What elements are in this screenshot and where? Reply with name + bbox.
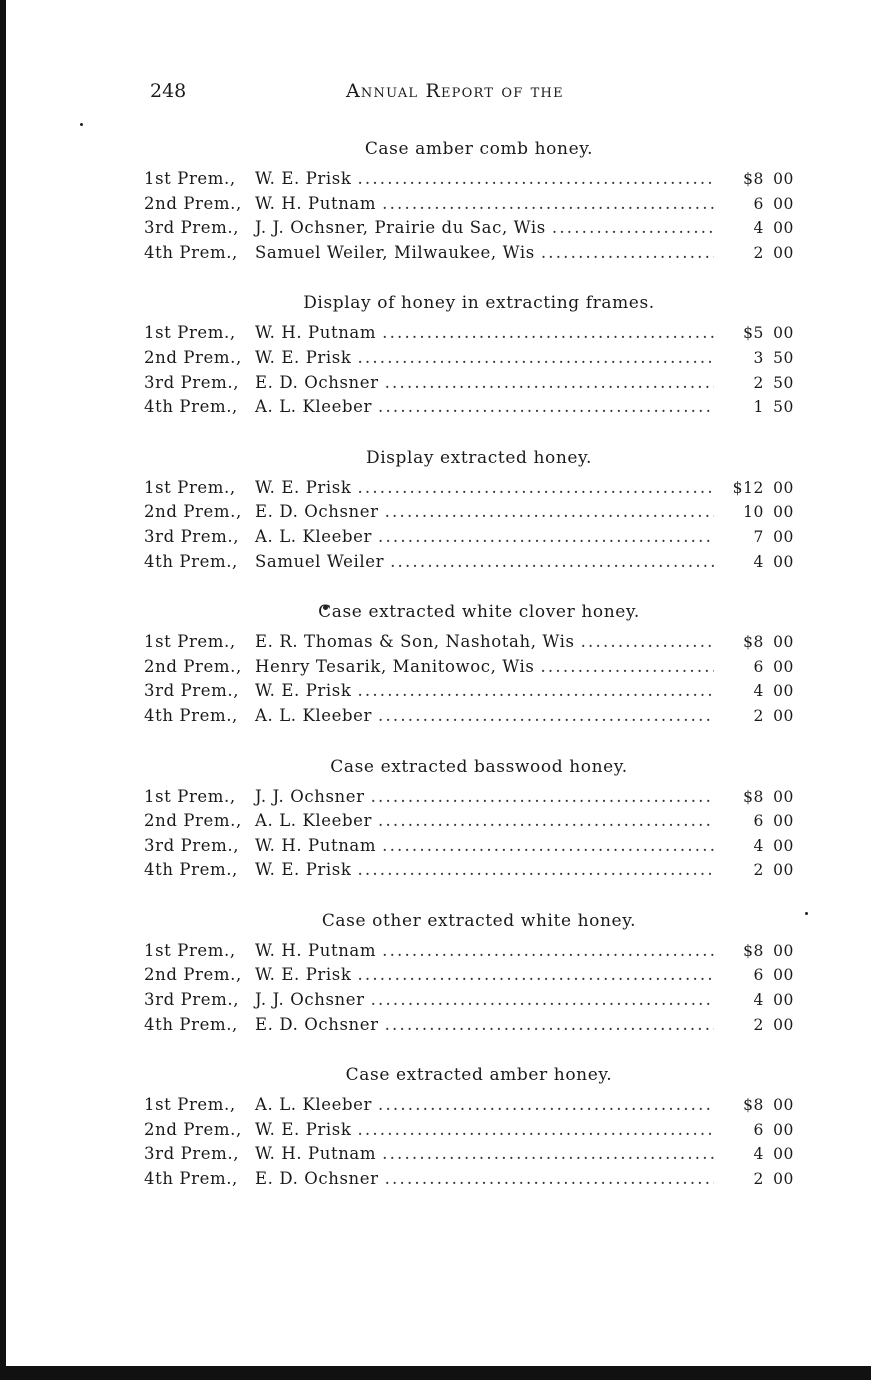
winner-name: A. L. Kleeber	[255, 811, 372, 831]
premium-rank: 4th Prem.,	[144, 397, 238, 417]
winner-name: E. D. Ochsner	[255, 1014, 379, 1034]
winner-name: W. H. Putnam	[255, 1144, 377, 1164]
premium-rank: 4th Prem.,	[144, 860, 238, 880]
premium-entry	[144, 169, 794, 194]
premium-entry	[144, 787, 794, 812]
premium-section	[144, 600, 794, 730]
prize-amount	[722, 812, 794, 830]
dot-leader	[357, 1120, 714, 1139]
premium-entry	[144, 681, 794, 706]
prize-cents: 00	[773, 706, 794, 725]
prize-cents: 00	[773, 243, 794, 262]
dot-leader	[581, 632, 714, 651]
prize-dollars: $12	[732, 478, 764, 497]
winner-name: A. L. Kleeber	[255, 705, 372, 725]
premium-section	[144, 909, 794, 1039]
winner-name: J. J. Ochsner	[255, 990, 365, 1010]
prize-amount	[722, 324, 794, 342]
winner-name: W. E. Prisk	[255, 477, 352, 497]
premium-rank: 4th Prem.,	[144, 705, 238, 725]
premium-entry	[144, 243, 794, 268]
scan-edge-left	[0, 0, 6, 1380]
prize-amount	[722, 528, 794, 546]
prize-amount	[722, 633, 794, 651]
prize-amount	[722, 398, 794, 416]
prize-dollars: $8	[743, 941, 764, 960]
prize-dollars: 3	[753, 348, 764, 367]
dot-leader	[382, 194, 714, 213]
prize-dollars: 4	[753, 219, 764, 238]
winner-name: E. D. Ochsner	[255, 1169, 379, 1189]
premium-rank: 2nd Prem.,	[144, 347, 242, 367]
winner-name: J. J. Ochsner	[255, 786, 365, 806]
prize-amount	[722, 349, 794, 367]
premium-entry	[144, 706, 794, 731]
premium-entry	[144, 373, 794, 398]
premium-entry	[144, 348, 794, 373]
prize-amount	[722, 1096, 794, 1114]
prize-cents: 00	[773, 787, 794, 806]
prize-cents: 50	[773, 398, 794, 417]
dot-leader	[540, 657, 714, 676]
prize-cents: 00	[773, 194, 794, 213]
premium-entry	[144, 836, 794, 861]
prize-cents: 00	[773, 1170, 794, 1189]
premium-rank: 3rd Prem.,	[144, 681, 240, 701]
prize-cents: 00	[773, 657, 794, 676]
premium-entry	[144, 323, 794, 348]
ink-speck	[80, 123, 83, 126]
prize-amount	[722, 195, 794, 213]
prize-cents: 00	[773, 836, 794, 855]
premium-rank: 2nd Prem.,	[144, 811, 242, 831]
dot-leader	[385, 1169, 714, 1188]
premium-rank: 3rd Prem.,	[144, 1144, 240, 1164]
dot-leader	[541, 243, 714, 262]
winner-name: E. D. Ochsner	[255, 502, 379, 522]
prize-amount	[722, 553, 794, 571]
premium-section	[144, 291, 794, 421]
premium-rank: 1st Prem.,	[144, 632, 236, 652]
prize-cents: 50	[773, 348, 794, 367]
premium-entry	[144, 1015, 794, 1040]
winner-name: W. E. Prisk	[255, 169, 352, 188]
premium-rank: 2nd Prem.,	[144, 193, 242, 213]
premium-entry	[144, 527, 794, 552]
prize-dollars: 6	[753, 194, 764, 213]
winner-name: E. D. Ochsner	[255, 372, 379, 392]
dot-leader	[357, 965, 714, 984]
premium-entry	[144, 965, 794, 990]
dot-leader	[357, 478, 714, 497]
dot-leader	[371, 787, 714, 806]
premium-entry	[144, 860, 794, 885]
dot-leader	[382, 323, 714, 342]
dot-leader	[378, 706, 714, 725]
prize-amount	[722, 170, 794, 188]
winner-name: W. H. Putnam	[255, 940, 377, 960]
dot-leader	[357, 348, 714, 367]
section-title: Case extracted white clover honey.	[318, 602, 640, 623]
prize-dollars: 6	[753, 1120, 764, 1139]
winner-name: A. L. Kleeber	[255, 526, 372, 546]
premium-entry	[144, 218, 794, 243]
premium-rank: 4th Prem.,	[144, 1169, 238, 1189]
winner-name: W. E. Prisk	[255, 347, 352, 367]
premium-entry	[144, 502, 794, 527]
winner-name: W. H. Putnam	[255, 323, 377, 343]
prize-dollars: 2	[753, 373, 764, 392]
premium-entry	[144, 990, 794, 1015]
prize-dollars: 2	[753, 243, 764, 262]
dot-leader	[385, 1015, 714, 1034]
premium-rank: 2nd Prem.,	[144, 1119, 242, 1139]
prize-cents: 00	[773, 861, 794, 880]
premium-rank: 1st Prem.,	[144, 1095, 236, 1115]
dot-leader	[385, 373, 714, 392]
premium-rank: 2nd Prem.,	[144, 965, 242, 985]
winner-name: W. E. Prisk	[255, 681, 352, 701]
dot-leader	[357, 681, 714, 700]
premium-entry	[144, 941, 794, 966]
prize-amount	[722, 1121, 794, 1139]
section-title: Case extracted amber honey.	[345, 1065, 613, 1086]
winner-name: Samuel Weiler	[255, 551, 385, 571]
premium-entry	[144, 1120, 794, 1145]
prize-dollars: 2	[753, 706, 764, 725]
prize-dollars: 2	[753, 1170, 764, 1189]
prize-amount	[722, 861, 794, 879]
premium-entry	[144, 1144, 794, 1169]
prize-dollars: 6	[753, 812, 764, 831]
page-number: 248	[150, 80, 187, 102]
prize-cents: 00	[773, 219, 794, 238]
prize-amount	[722, 788, 794, 806]
premium-entry	[144, 1169, 794, 1194]
dot-leader	[385, 502, 714, 521]
prize-dollars: 4	[753, 836, 764, 855]
prize-dollars: 4	[753, 991, 764, 1010]
dot-leader	[371, 990, 714, 1009]
prize-amount	[722, 503, 794, 521]
section-title: Case other extracted white honey.	[321, 910, 637, 931]
premium-rank: 2nd Prem.,	[144, 502, 242, 522]
prize-amount	[722, 682, 794, 700]
prize-dollars: $5	[743, 324, 764, 343]
prize-cents: 00	[773, 812, 794, 831]
prize-cents: 00	[773, 1015, 794, 1034]
premium-entry	[144, 194, 794, 219]
prize-amount	[722, 1145, 794, 1163]
section-title: Display extracted honey.	[365, 447, 593, 468]
premium-section	[144, 446, 794, 576]
prize-dollars: 4	[753, 1145, 764, 1164]
running-head: Annual Report of the	[346, 80, 564, 102]
winner-name: J. J. Ochsner, Prairie du Sac, Wis	[255, 218, 546, 238]
prize-cents: 00	[773, 633, 794, 652]
premium-section	[144, 755, 794, 885]
dot-leader	[357, 169, 714, 188]
prize-amount	[722, 991, 794, 1009]
prize-cents: 00	[773, 682, 794, 701]
premium-rank: 1st Prem.,	[144, 169, 236, 188]
premium-rank: 3rd Prem.,	[144, 990, 240, 1010]
section-title: Display of honey in extracting frames.	[303, 293, 655, 314]
prize-cents: 00	[773, 991, 794, 1010]
winner-name: W. H. Putnam	[255, 835, 377, 855]
prize-amount	[722, 658, 794, 676]
prize-dollars: 6	[753, 657, 764, 676]
premium-section	[144, 1063, 794, 1193]
dot-leader	[552, 218, 714, 237]
premium-rank: 1st Prem.,	[144, 477, 236, 497]
prize-dollars: 1	[753, 398, 764, 417]
premium-entry	[144, 632, 794, 657]
prize-amount	[722, 1016, 794, 1034]
dot-leader	[378, 811, 714, 830]
premium-rank: 4th Prem.,	[144, 551, 238, 571]
prize-dollars: 10	[743, 503, 764, 522]
premium-rank: 4th Prem.,	[144, 1014, 238, 1034]
premium-entry	[144, 397, 794, 422]
premium-rank: 2nd Prem.,	[144, 656, 242, 676]
prize-dollars: 6	[753, 966, 764, 985]
premium-rank: 3rd Prem.,	[144, 218, 240, 238]
winner-name: W. H. Putnam	[255, 193, 377, 213]
prize-cents: 00	[773, 503, 794, 522]
premium-rank: 3rd Prem.,	[144, 526, 240, 546]
prize-dollars: 4	[753, 682, 764, 701]
prize-cents: 00	[773, 324, 794, 343]
prize-dollars: 2	[753, 1015, 764, 1034]
prize-dollars: $8	[743, 633, 764, 652]
section-title: Case amber comb honey.	[364, 139, 594, 159]
prize-amount	[722, 374, 794, 392]
winner-name: Henry Tesarik, Manitowoc, Wis	[255, 656, 535, 676]
prize-amount	[722, 966, 794, 984]
prize-cents: 00	[773, 478, 794, 497]
premium-rank: 1st Prem.,	[144, 323, 236, 343]
premium-entry	[144, 811, 794, 836]
document-page	[144, 78, 794, 1194]
prize-dollars: 2	[753, 861, 764, 880]
prize-amount	[722, 244, 794, 262]
section-title: Case extracted basswood honey.	[330, 756, 628, 777]
premium-rank: 1st Prem.,	[144, 786, 236, 806]
premium-rank: 3rd Prem.,	[144, 835, 240, 855]
winner-name: W. E. Prisk	[255, 860, 352, 880]
prize-cents: 50	[773, 373, 794, 392]
prize-cents: 00	[773, 527, 794, 546]
prize-dollars: 4	[753, 552, 764, 571]
dot-leader	[378, 1095, 714, 1114]
prize-amount	[722, 707, 794, 725]
dot-leader	[390, 552, 714, 571]
premium-rank: 4th Prem.,	[144, 242, 238, 262]
premium-entry	[144, 478, 794, 503]
winner-name: W. E. Prisk	[255, 1119, 352, 1139]
page-header	[144, 78, 794, 112]
winner-name: E. R. Thomas & Son, Nashotah, Wis	[255, 632, 575, 652]
winner-name: Samuel Weiler, Milwaukee, Wis	[255, 242, 535, 262]
premium-entry	[144, 1095, 794, 1120]
prize-amount	[722, 942, 794, 960]
prize-amount	[722, 1170, 794, 1188]
winner-name: A. L. Kleeber	[255, 1095, 372, 1115]
premium-entry	[144, 552, 794, 577]
premium-entry	[144, 657, 794, 682]
scan-edge-bottom	[0, 1366, 871, 1380]
prize-cents: 00	[773, 1120, 794, 1139]
prize-cents: 00	[773, 170, 794, 188]
prize-cents: 00	[773, 941, 794, 960]
prize-amount	[722, 479, 794, 497]
prize-cents: 00	[773, 1096, 794, 1115]
premium-rank: 1st Prem.,	[144, 940, 236, 960]
prize-amount	[722, 837, 794, 855]
prize-amount	[722, 219, 794, 237]
prize-dollars: $8	[743, 170, 764, 188]
dot-leader	[382, 836, 714, 855]
prize-cents: 00	[773, 1145, 794, 1164]
prize-cents: 00	[773, 966, 794, 985]
prize-cents: 00	[773, 552, 794, 571]
winner-name: W. E. Prisk	[255, 965, 352, 985]
dot-leader	[382, 1144, 714, 1163]
premium-list	[144, 137, 794, 1194]
ink-speck	[805, 912, 808, 915]
premium-rank: 3rd Prem.,	[144, 372, 240, 392]
premium-section	[144, 137, 794, 267]
dot-leader	[378, 397, 714, 416]
prize-dollars: $8	[743, 1096, 764, 1115]
prize-dollars: 7	[753, 527, 764, 546]
dot-leader	[357, 860, 714, 879]
winner-name: A. L. Kleeber	[255, 397, 372, 417]
dot-leader	[378, 527, 714, 546]
prize-dollars: $8	[743, 787, 764, 806]
dot-leader	[382, 941, 714, 960]
